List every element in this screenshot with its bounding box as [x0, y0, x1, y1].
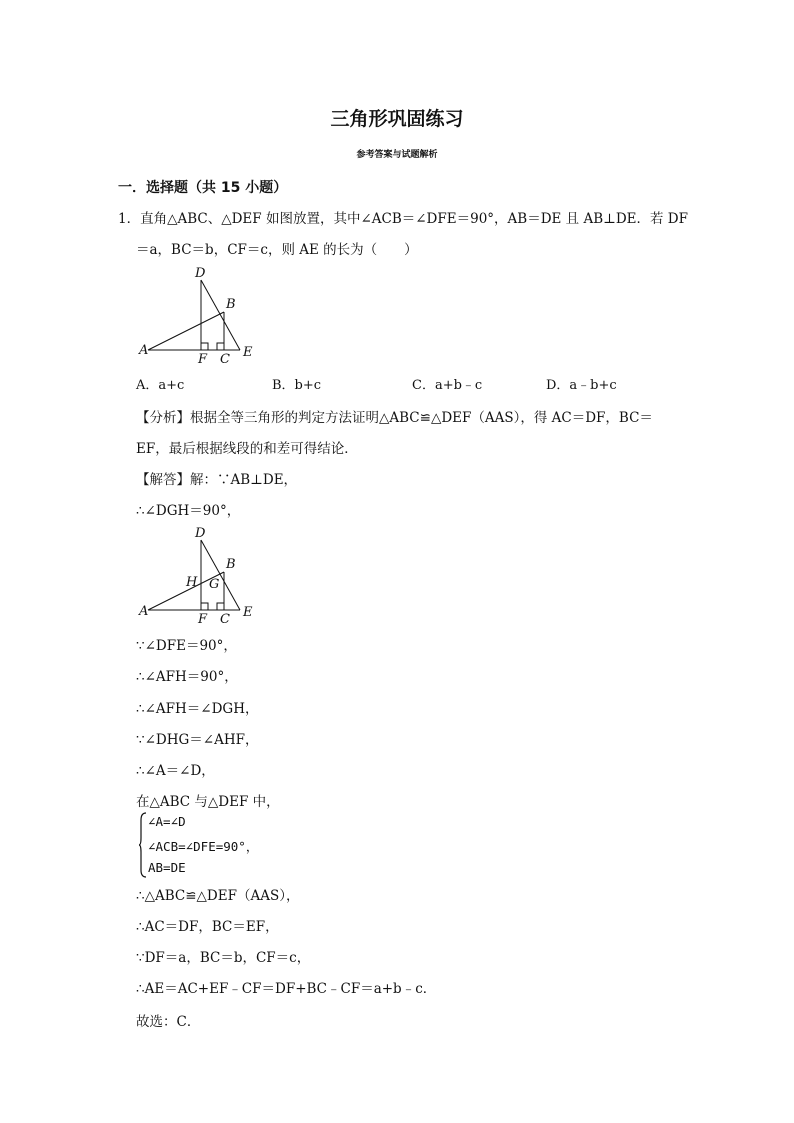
- label-h: H: [186, 575, 198, 590]
- system-brace: [139, 812, 147, 878]
- label-c: C: [220, 612, 230, 627]
- segment-ab: [148, 312, 224, 350]
- right-angle-c: [217, 343, 224, 350]
- right-angle-c: [217, 603, 224, 610]
- solution-step-9: ∴△ABC≌△DEF（AAS），: [136, 888, 300, 904]
- label-d: D: [195, 526, 206, 541]
- solution-step-7: ∴∠A＝∠D，: [136, 763, 215, 779]
- solution-step-3: ∵∠DFE＝90°，: [136, 638, 237, 654]
- solution-step-2: ∴∠DGH＝90°，: [136, 503, 241, 519]
- section-heading: 一．选择题（共 15 小题）: [118, 180, 288, 196]
- label-b: B: [226, 557, 236, 572]
- final-answer: 故选：C．: [136, 1014, 201, 1030]
- solution-step-6: ∵∠DHG＝∠AHF，: [136, 732, 259, 748]
- page-subtitle: 参考答案与试题解析: [356, 150, 438, 160]
- option-a: A．a+c: [136, 378, 185, 393]
- solution-step-10: ∴AC＝DF，BC＝EF，: [136, 919, 279, 935]
- system-line-3: AB=DE: [148, 860, 186, 875]
- segment-de: [201, 540, 240, 610]
- segment-de: [201, 280, 240, 350]
- analysis-line-2: EF，最后根据线段的和差可得结论．: [136, 441, 358, 457]
- solution-step-11: ∵DF＝a，BC＝b，CF＝c，: [136, 950, 311, 966]
- label-b: B: [226, 297, 236, 312]
- analysis-line-1: 【分析】根据全等三角形的判定方法证明△ABC≌△DEF（AAS），得 AC＝DF，BC＝: [136, 410, 653, 426]
- triangle-figure-1: [130, 260, 270, 365]
- label-f: F: [198, 612, 208, 627]
- label-c: C: [220, 352, 230, 365]
- triangle-figure-2: [130, 522, 270, 627]
- option-d: D．a﹣b+c: [546, 378, 617, 393]
- label-e: E: [243, 605, 253, 620]
- label-g: G: [209, 577, 220, 592]
- system-line-1: ∠A=∠D: [148, 814, 186, 829]
- label-a: A: [139, 343, 149, 358]
- label-f: F: [198, 352, 208, 365]
- solution-step-8: 在△ABC 与△DEF 中，: [136, 794, 280, 810]
- option-c: C．a+b﹣c: [412, 378, 483, 393]
- solution-step-1: 【解答】解：∵AB⊥DE，: [136, 472, 298, 488]
- label-d: D: [195, 266, 206, 281]
- label-e: E: [243, 345, 253, 360]
- solution-step-5: ∴∠AFH＝∠DGH，: [136, 701, 259, 717]
- page-title: 三角形巩固练习: [330, 108, 464, 130]
- question-line-1: 1．直角△ABC、△DEF 如图放置，其中∠ACB＝∠DFE＝90°，AB＝DE 且 AB⊥DE．若 DF: [118, 211, 688, 227]
- right-angle-f: [201, 343, 208, 350]
- system-line-2: ∠ACB=∠DFE=90°，: [148, 839, 259, 854]
- label-a: A: [139, 604, 149, 619]
- solution-step-4: ∴∠AFH＝90°，: [136, 669, 238, 685]
- question-line-2: ＝a，BC＝b，CF＝c，则 AE 的长为（ ）: [136, 242, 418, 258]
- option-b: B．b+c: [272, 378, 322, 393]
- solution-step-12: ∴AE＝AC+EF﹣CF＝DF+BC﹣CF＝a+b﹣c．: [136, 981, 437, 997]
- right-angle-f: [201, 603, 208, 610]
